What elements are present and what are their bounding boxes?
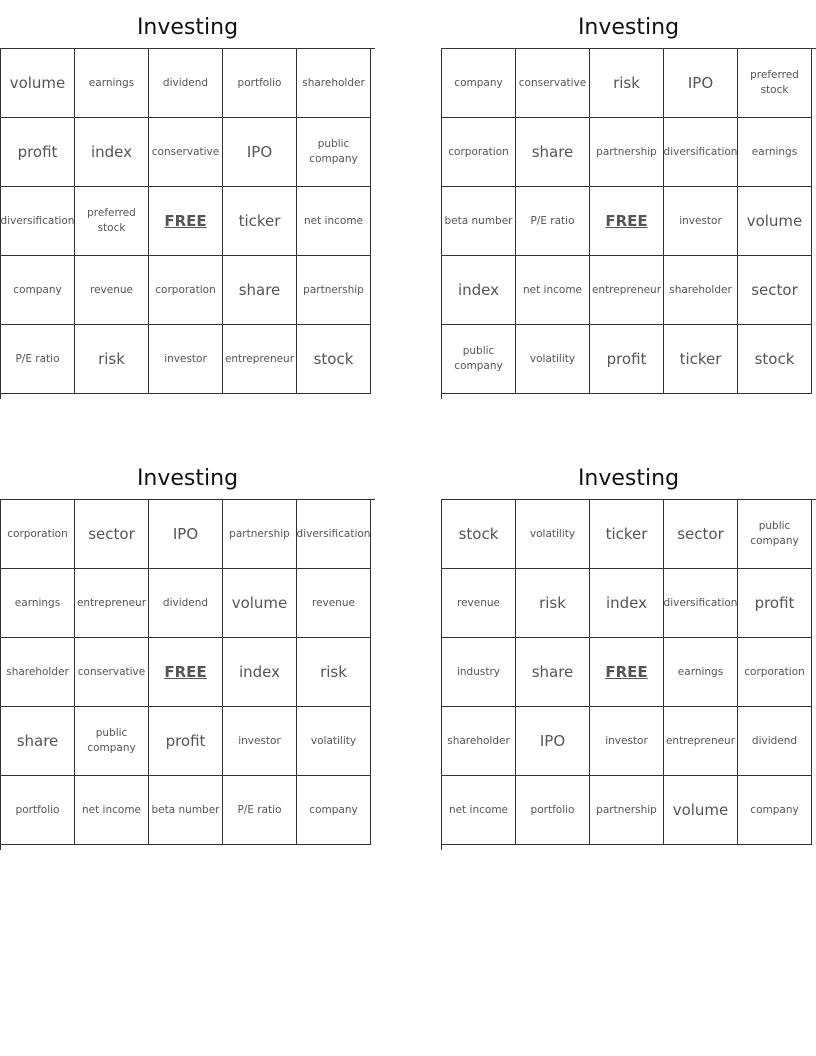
- bingo-grid: [441, 499, 816, 850]
- bingo-cell: company: [442, 49, 516, 118]
- bingo-cell: ticker: [590, 500, 664, 569]
- free-space-cell: FREE: [149, 638, 223, 707]
- bingo-cell: partnership: [590, 776, 664, 845]
- bingo-cell: entrepreneur: [75, 569, 149, 638]
- bingo-cell: dividend: [738, 707, 812, 776]
- bingo-cell: partnership: [590, 118, 664, 187]
- card-title: Investing: [136, 15, 239, 40]
- bingo-cell: company: [738, 776, 812, 845]
- bingo-cell: IPO: [223, 118, 297, 187]
- bingo-cell: profit: [149, 707, 223, 776]
- bingo-grid: [0, 499, 375, 850]
- bingo-cell: sector: [664, 500, 738, 569]
- bingo-cell: diversification: [664, 118, 738, 187]
- bingo-cell: stock: [297, 325, 371, 394]
- bingo-cell: volume: [738, 187, 812, 256]
- bingo-cell: shareholder: [1, 638, 75, 707]
- bingo-cell: IPO: [516, 707, 590, 776]
- bingo-cell: revenue: [75, 256, 149, 325]
- free-space-cell: FREE: [590, 638, 664, 707]
- bingo-cell: volume: [664, 776, 738, 845]
- bingo-cell: diversification: [1, 187, 75, 256]
- bingo-cell: index: [442, 256, 516, 325]
- bingo-cell: public company: [442, 325, 516, 394]
- bingo-cell: volatility: [516, 325, 590, 394]
- bingo-cell: beta number: [442, 187, 516, 256]
- bingo-cell: shareholder: [664, 256, 738, 325]
- bingo-cell: profit: [1, 118, 75, 187]
- bingo-cell: IPO: [149, 500, 223, 569]
- bingo-cell: diversification: [297, 500, 371, 569]
- card-title: Investing: [136, 466, 239, 491]
- bingo-cell: revenue: [297, 569, 371, 638]
- bingo-cell: dividend: [149, 49, 223, 118]
- bingo-cell: ticker: [223, 187, 297, 256]
- bingo-cell: profit: [738, 569, 812, 638]
- bingo-grid: [441, 48, 816, 399]
- bingo-cell: net income: [75, 776, 149, 845]
- bingo-cell: entrepreneur: [590, 256, 664, 325]
- bingo-cell: investor: [223, 707, 297, 776]
- bingo-cell: portfolio: [516, 776, 590, 845]
- bingo-cell: volume: [223, 569, 297, 638]
- bingo-cell: stock: [442, 500, 516, 569]
- bingo-cell: P/E ratio: [223, 776, 297, 845]
- bingo-cell: investor: [590, 707, 664, 776]
- bingo-cell: company: [1, 256, 75, 325]
- bingo-cell: conservative: [75, 638, 149, 707]
- bingo-cell: share: [516, 118, 590, 187]
- bingo-cell: preferred stock: [738, 49, 812, 118]
- bingo-cell: portfolio: [223, 49, 297, 118]
- bingo-grid: [0, 48, 375, 399]
- bingo-cell: investor: [149, 325, 223, 394]
- bingo-cell: diversification: [664, 569, 738, 638]
- bingo-cell: P/E ratio: [516, 187, 590, 256]
- bingo-cell: net income: [297, 187, 371, 256]
- bingo-cell: shareholder: [442, 707, 516, 776]
- card-title: Investing: [577, 466, 680, 491]
- free-space-cell: FREE: [590, 187, 664, 256]
- bingo-cell: corporation: [149, 256, 223, 325]
- bingo-cell: sector: [75, 500, 149, 569]
- bingo-cell: company: [297, 776, 371, 845]
- bingo-cell: earnings: [738, 118, 812, 187]
- bingo-cell: corporation: [738, 638, 812, 707]
- bingo-cell: investor: [664, 187, 738, 256]
- bingo-cell: partnership: [297, 256, 371, 325]
- bingo-cell: share: [1, 707, 75, 776]
- bingo-cell: conservative: [149, 118, 223, 187]
- bingo-cell: beta number: [149, 776, 223, 845]
- bingo-cell: public company: [75, 707, 149, 776]
- bingo-cell: risk: [590, 49, 664, 118]
- bingo-cell: index: [75, 118, 149, 187]
- bingo-cell: P/E ratio: [1, 325, 75, 394]
- bingo-cell: shareholder: [297, 49, 371, 118]
- bingo-cell: corporation: [442, 118, 516, 187]
- bingo-cell: revenue: [442, 569, 516, 638]
- bingo-cell: public company: [297, 118, 371, 187]
- bingo-cell: earnings: [1, 569, 75, 638]
- bingo-cell: industry: [442, 638, 516, 707]
- bingo-cell: earnings: [664, 638, 738, 707]
- bingo-cell: entrepreneur: [664, 707, 738, 776]
- bingo-cell: index: [223, 638, 297, 707]
- bingo-cell: stock: [738, 325, 812, 394]
- card-title: Investing: [577, 15, 680, 40]
- bingo-cell: net income: [442, 776, 516, 845]
- bingo-cell: dividend: [149, 569, 223, 638]
- bingo-cell: sector: [738, 256, 812, 325]
- bingo-cell: conservative: [516, 49, 590, 118]
- bingo-cell: preferred stock: [75, 187, 149, 256]
- bingo-cell: volatility: [297, 707, 371, 776]
- free-space-cell: FREE: [149, 187, 223, 256]
- bingo-cell: net income: [516, 256, 590, 325]
- bingo-cell: index: [590, 569, 664, 638]
- bingo-cell: earnings: [75, 49, 149, 118]
- bingo-cell: volume: [1, 49, 75, 118]
- bingo-cell: share: [516, 638, 590, 707]
- bingo-cell: entrepreneur: [223, 325, 297, 394]
- bingo-cell: partnership: [223, 500, 297, 569]
- bingo-cell: profit: [590, 325, 664, 394]
- bingo-cell: risk: [75, 325, 149, 394]
- bingo-cell: risk: [516, 569, 590, 638]
- bingo-cell: portfolio: [1, 776, 75, 845]
- bingo-cell: share: [223, 256, 297, 325]
- bingo-cell: volatility: [516, 500, 590, 569]
- bingo-cell: risk: [297, 638, 371, 707]
- bingo-cell: ticker: [664, 325, 738, 394]
- bingo-cell: IPO: [664, 49, 738, 118]
- bingo-cell: corporation: [1, 500, 75, 569]
- bingo-cell: public company: [738, 500, 812, 569]
